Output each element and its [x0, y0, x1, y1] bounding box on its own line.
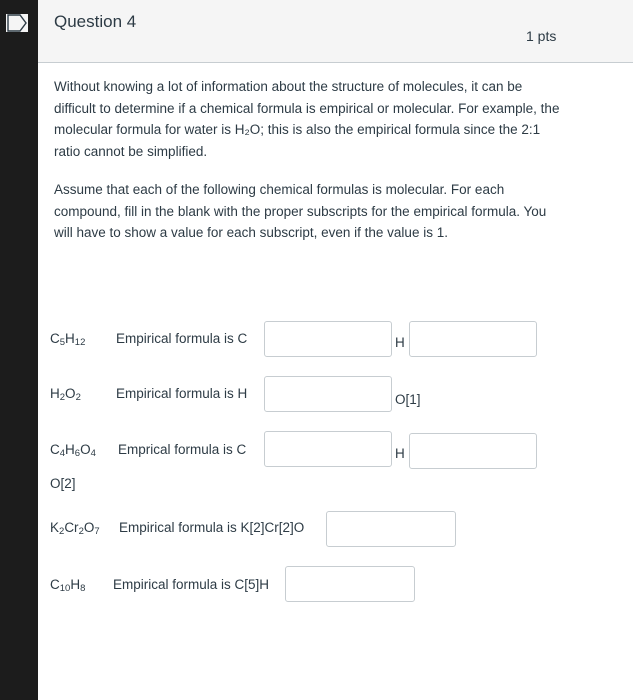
empirical-prompt: Empirical formula is C[5]H	[113, 577, 270, 592]
subscript-input-c[interactable]	[264, 431, 392, 467]
subscript-input-h[interactable]	[409, 433, 537, 469]
empirical-prompt: Emprical formula is C	[118, 442, 247, 457]
compound-formula: $K_2Cr_2O_7$	[50, 520, 100, 537]
empirical-prompt: Empirical formula is C	[116, 331, 248, 346]
instructions-paragraph: Assume that each of the following chemical formulas is molecular. For each compound, fill in the blank with the proper subscripts for the empirical formula. You will have to show a value for each subscript, even if the value is 1.	[54, 182, 547, 240]
empirical-prompt: Empirical formula is K[2]Cr[2]O	[119, 520, 305, 535]
subscript-input-h[interactable]	[285, 566, 415, 602]
compound-formula: $C_4H_6O_4$	[50, 442, 96, 459]
element-label-o: O[2]	[50, 476, 76, 491]
compound-formula: $C_5H_{12}$	[50, 331, 86, 348]
subscript-input-h[interactable]	[264, 376, 392, 412]
element-label-h: H	[395, 446, 405, 461]
intro-paragraph: Without knowing a lot of information about the structure of molecules, it can be difficult to determine if a chemical formula is empirical or molecular. For example, the molecular formula for water is H₂O; this is also the empirical formula since the 2:1 ratio cannot be simplified.	[54, 79, 560, 159]
question-title: Question 4	[54, 12, 137, 31]
flag-question-icon[interactable]	[6, 14, 28, 32]
question-points: 1 pts	[526, 28, 557, 44]
subscript-input-o[interactable]	[326, 511, 456, 547]
compound-formula: $C_{10}H_8$	[50, 577, 86, 594]
element-label-h: H	[395, 335, 405, 350]
subscript-input-c[interactable]	[264, 321, 392, 357]
empirical-prompt: Empirical formula is H	[116, 386, 248, 401]
element-label-o: O[1]	[395, 392, 421, 407]
subscript-input-h[interactable]	[409, 321, 537, 357]
compound-formula: $H_2O_2$	[50, 386, 81, 403]
